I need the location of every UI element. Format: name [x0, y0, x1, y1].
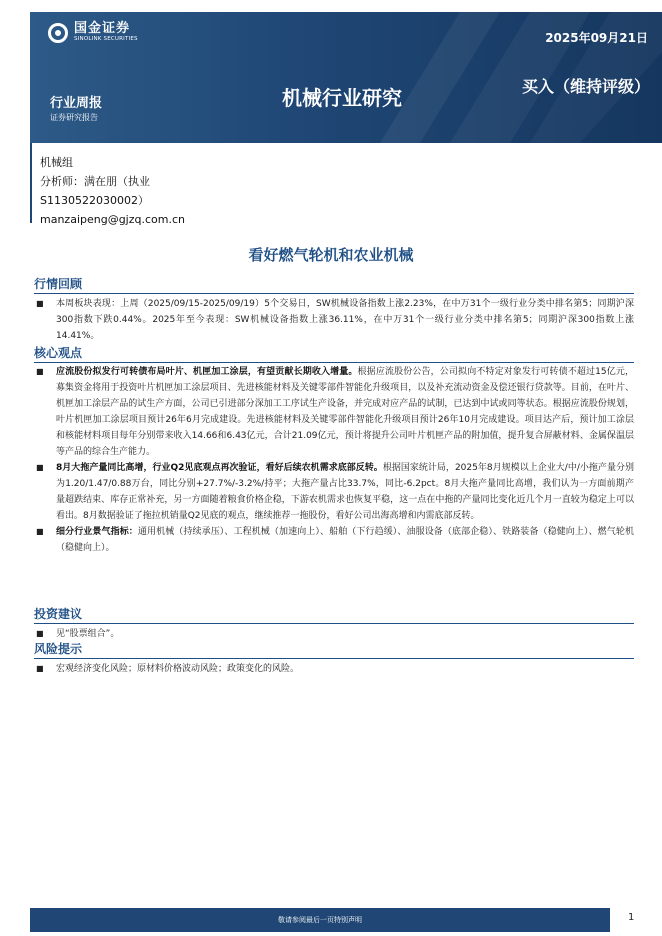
list-item [34, 661, 634, 677]
paragraph: 见“股票组合”。 [56, 629, 120, 639]
point-lead: 8月大拖产量同比高增，行业Q2见底观点再次验证，看好后续农机需求底部反转。 [56, 463, 383, 473]
section-review [34, 276, 634, 344]
bullet-square-icon: ■ [36, 664, 44, 673]
analyst-name: 分析师：满在朋（执业 [40, 175, 150, 188]
list-item [34, 364, 634, 460]
page-number: 1 [628, 912, 635, 923]
bullet-square-icon: ■ [36, 367, 44, 376]
report-subtype: 证券研究报告 [50, 113, 98, 122]
section-heading: 风险提示 [34, 642, 83, 656]
list-item [34, 460, 634, 524]
analyst-group: 机械组 [40, 156, 73, 169]
analyst-divider [30, 143, 32, 223]
analyst-license: S1130522030002） [40, 194, 149, 207]
paragraph: 根据国家统计局，2025年8月规模以上企业大/中/小拖产量分别为1.20/1.47/0.88万台，同比分别+27.7%/-3.2%/持平；大拖产量占比33.7%，同比-6.2pct。8月大拖产量同比高增，我们认为一方面前期产量超跌结束、库存正常补充，另一方面随着粮食价格企稳，下游农机需求也恢复平稳，这一点在中拖的产量同比变化近几个月一直较为稳定上可以看出。8月数据验证了拖拉机销量Q2见底的观点，继续推荐一拖股份，看好公司出海高增和内需底部反转。 [56, 463, 634, 521]
bullet-square-icon: ■ [36, 463, 44, 472]
list-item [34, 524, 634, 556]
report-header [30, 12, 662, 143]
footer-bar [30, 908, 610, 932]
section-core [34, 345, 634, 556]
bullet-square-icon: ■ [36, 629, 44, 638]
paragraph: 本周板块表现：上周（2025/09/15-2025/09/19）5个交易日，SW机械设备指数上涨2.23%，在中万31个一级行业分类中排名第5；同期沪深300指数下跌0.44%。2025年至今表现：SW机械设备指数上涨36.11%，在中万31个一级行业分类中排名第5；同期沪深300指数上涨14.41%。 [56, 299, 634, 341]
report-date: 2025年09月21日 [545, 31, 648, 45]
report-type: 行业周报 [50, 96, 103, 111]
bullet-square-icon: ■ [36, 299, 44, 308]
paragraph: 根据应流股份公告，公司拟向不特定对象发行可转债不超过15亿元，募集资金将用于投资叶片机匣加工涂层项目、先进核能材料及关键零部件智能化升级项目，以及补充流动资金及偿还银行贷款等。目前，在叶片、机匣加工涂层产品的试生产方面，公司已引进部分深加工工序试生产设备，并完成对应产品的试制，已达到中试或同等状态。根据应流股份规划，叶片机匣加工涂层项目预计26年6月完成建设。先进核能材料及关键零部件智能化升级项目预计26年10月完成建设。项目达产后，预计加工涂层和核能材料项目每年分别带来收入14.66和6.43亿元，合计21.09亿元，预计将提升公司叶片机匣产品的附加值，提升复合屏蔽材料、金属保温层等产品的综合生产能力。 [56, 367, 634, 457]
paragraph: 宏观经济变化风险；原材料价格波动风险；政策变化的风险。 [56, 664, 300, 674]
list-item [34, 296, 634, 344]
paragraph: 通用机械（持续承压）、工程机械（加速向上）、船舶（下行趋缓）、油服设备（底部企稳）、铁路装备（稳健向上）、燃气轮机（稳健向上）。 [56, 527, 634, 553]
footer-disclaimer: 敬请参阅最后一页特别声明 [278, 916, 362, 924]
report-title: 机械行业研究 [282, 86, 402, 110]
analyst-email[interactable]: manzaipeng@gjzq.com.cn [40, 213, 186, 226]
logo-english-name: SINOLINK SECURITIES [74, 36, 138, 42]
list-item [34, 626, 634, 642]
bullet-square-icon: ■ [36, 527, 44, 536]
point-lead: 细分行业景气指标： [56, 527, 138, 537]
section-rule [34, 293, 634, 294]
section-risk [34, 641, 634, 677]
section-heading: 行情回顾 [34, 277, 83, 291]
point-lead: 应流股份拟发行可转债布局叶片、机匣加工涂层，有望贡献长期收入增量。 [56, 367, 358, 377]
section-rule [34, 623, 634, 624]
section-rule [34, 658, 634, 659]
document-title: 看好燃气轮机和农业机械 [248, 246, 414, 264]
section-heading: 核心观点 [34, 346, 83, 360]
analyst-info [40, 153, 185, 229]
logo-circle-icon [48, 23, 68, 43]
section-rule [34, 362, 634, 363]
rating-badge: 买入（维持评级） [521, 77, 650, 96]
logo-chinese-name: 国金证券 [74, 21, 131, 36]
company-logo [48, 22, 138, 43]
section-advice [34, 606, 634, 642]
section-heading: 投资建议 [34, 607, 83, 621]
